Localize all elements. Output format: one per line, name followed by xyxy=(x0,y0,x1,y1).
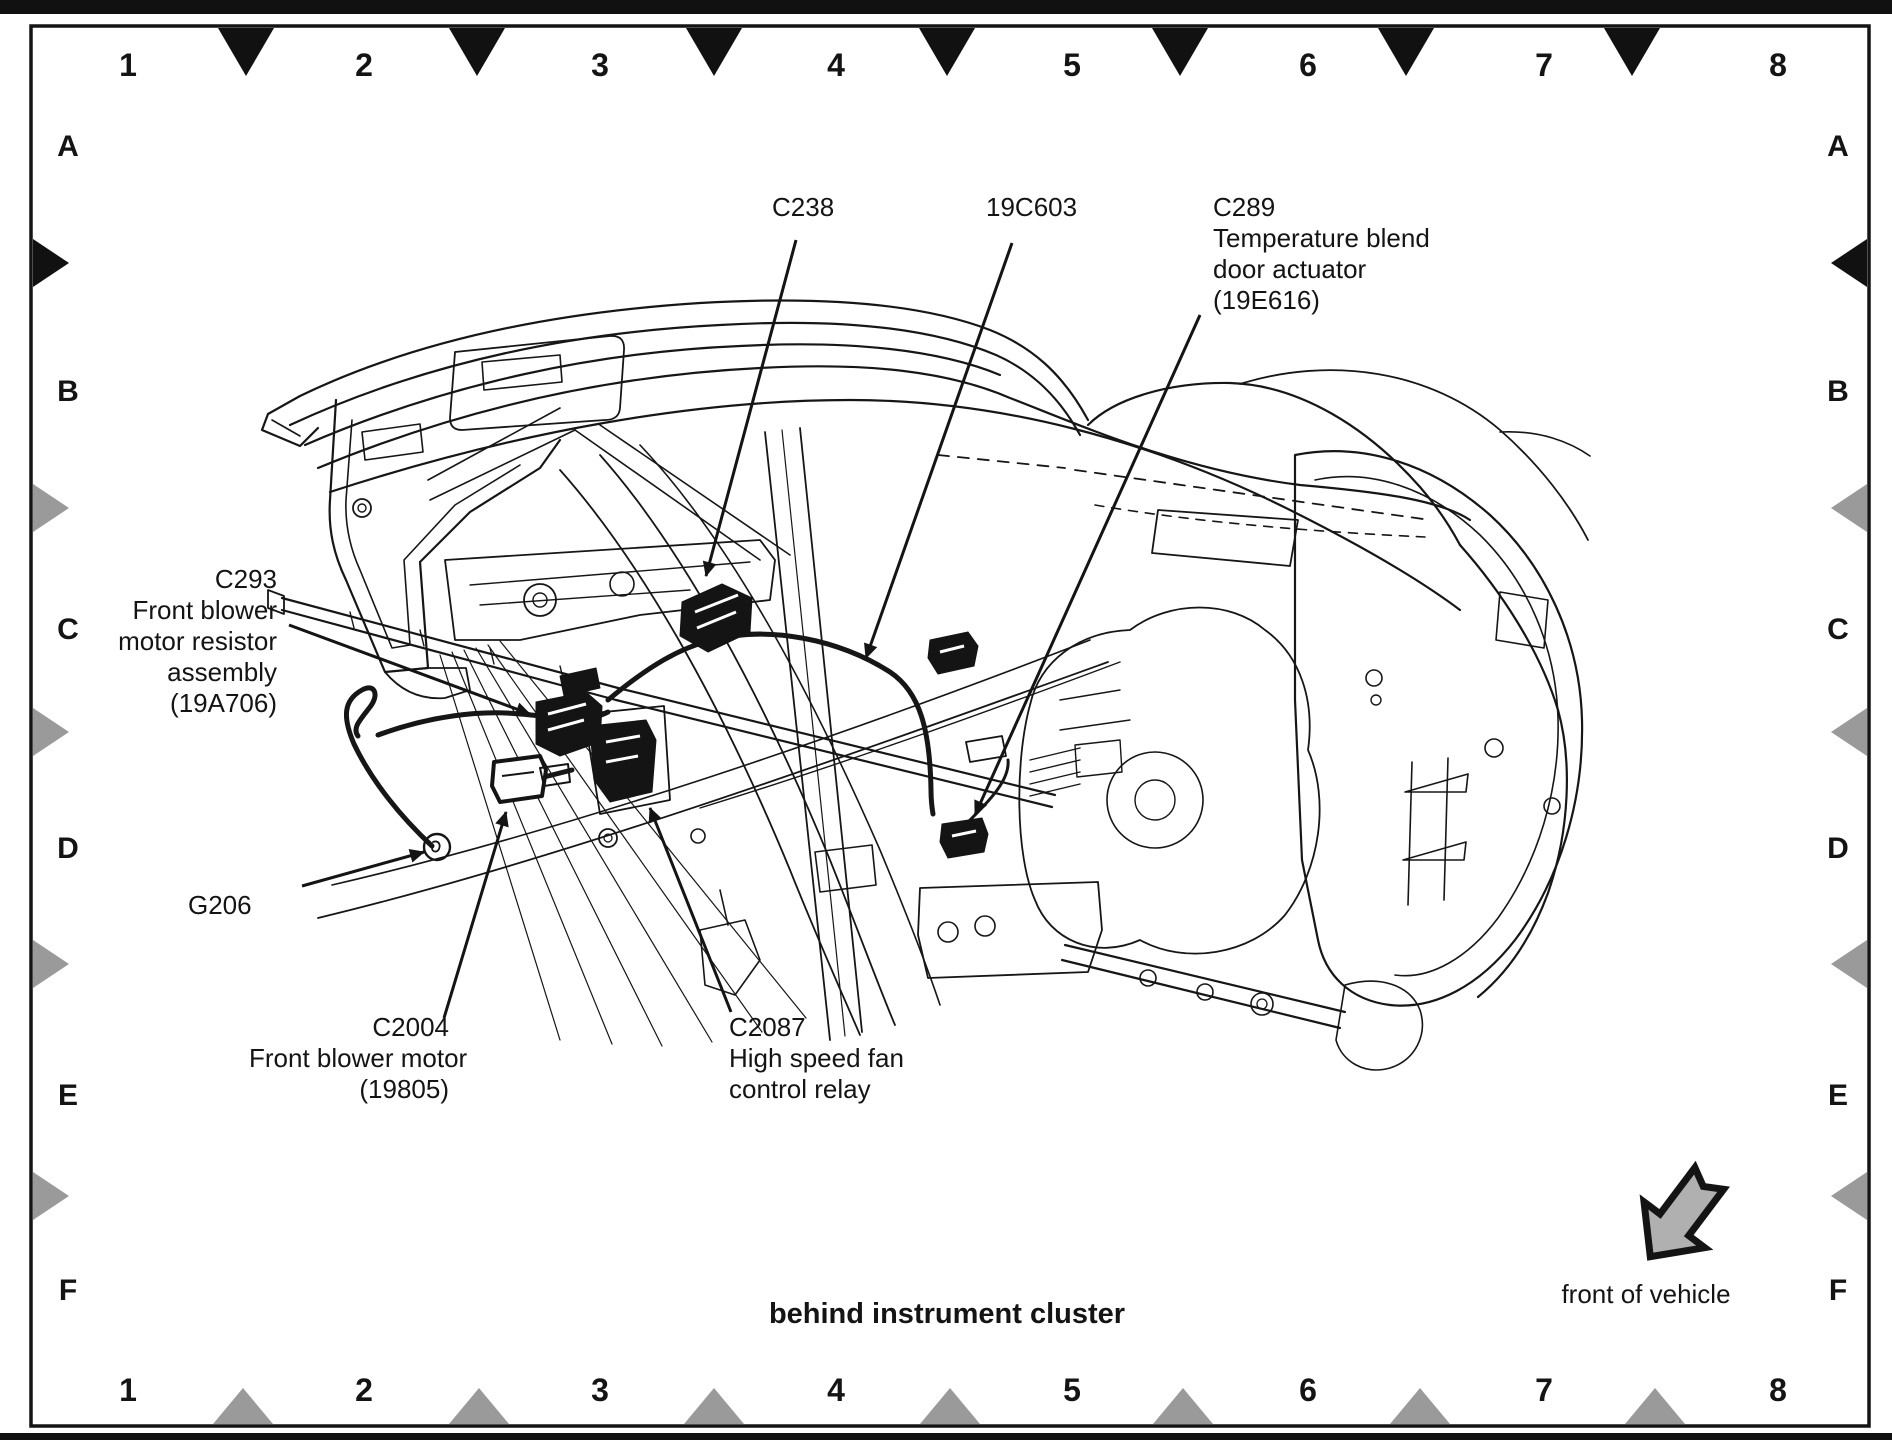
grid-column-label: 1 xyxy=(119,47,137,83)
grid-row-label: F xyxy=(58,1274,78,1307)
triangle-marker xyxy=(1831,940,1867,988)
triangle-marker xyxy=(213,1388,273,1424)
callout-code: C289 xyxy=(1213,192,1276,222)
grid-column-label: 2 xyxy=(355,1372,373,1408)
triangle-marker xyxy=(684,1388,744,1424)
triangle-marker xyxy=(218,28,274,76)
grid-column-label: 5 xyxy=(1063,1372,1081,1408)
connector-c238 xyxy=(680,584,752,652)
callout-text: door actuator xyxy=(1213,254,1367,284)
triangle-marker xyxy=(1831,1172,1867,1220)
callout-label-c2087 xyxy=(729,1012,904,1105)
leader-line-g206 xyxy=(302,852,424,886)
grid-column-label: 7 xyxy=(1535,47,1553,83)
triangle-marker xyxy=(686,28,742,76)
callout-code: C2087 xyxy=(729,1012,806,1042)
blend-door-actuator xyxy=(940,818,988,858)
grid-column-label: 2 xyxy=(355,47,373,83)
grid-row-label: E xyxy=(1827,1079,1848,1112)
grid-row-label: D xyxy=(57,832,79,865)
grid-row-label: A xyxy=(57,130,79,163)
triangle-marker xyxy=(1378,28,1434,76)
grid-column-label: 1 xyxy=(119,1372,137,1408)
triangle-marker xyxy=(33,940,69,988)
triangle-marker xyxy=(33,708,69,756)
grid-column-label: 3 xyxy=(591,47,609,83)
grid-row-label: C xyxy=(57,613,79,646)
callout-label-g206: G206 xyxy=(188,890,252,920)
orientation-caption: front of vehicle xyxy=(1561,1279,1731,1309)
callout-label-c293 xyxy=(77,564,277,719)
grid-row-label: F xyxy=(1828,1274,1848,1307)
callout-label-c238: C238 xyxy=(772,192,835,222)
grid-column-label: 6 xyxy=(1299,47,1317,83)
grid-row-label: B xyxy=(57,375,79,408)
front-of-vehicle-arrow-icon xyxy=(1620,1156,1740,1280)
callout-label-c2004 xyxy=(249,1012,468,1105)
grid-column-label: 7 xyxy=(1535,1372,1553,1408)
top-edge-triangle-markers xyxy=(218,28,1660,76)
grid-column-label: 4 xyxy=(827,1372,845,1408)
grid-column-label: 4 xyxy=(827,47,845,83)
triangle-marker xyxy=(449,1388,509,1424)
callout-code: C293 xyxy=(214,564,277,594)
callout-text: assembly xyxy=(167,657,277,687)
grid-row-label: A xyxy=(1827,130,1849,163)
callout-text: (19805) xyxy=(359,1074,449,1104)
callout-text: Front blower motor xyxy=(249,1043,468,1073)
triangle-marker xyxy=(1153,1388,1213,1424)
callout-text: High speed fan xyxy=(729,1043,904,1073)
callout-text: Front blower xyxy=(132,595,277,625)
scan-edge-bottom xyxy=(0,1433,1892,1440)
resistor-tab xyxy=(560,668,600,696)
callout-text: motor resistor xyxy=(118,626,277,656)
grid-column-label: 6 xyxy=(1299,1372,1317,1408)
callout-label-c289 xyxy=(1213,192,1430,316)
triangle-marker xyxy=(449,28,505,76)
triangle-marker xyxy=(1152,28,1208,76)
dashboard-line-art xyxy=(262,300,1590,1069)
triangle-marker xyxy=(33,484,69,532)
leader-line-c289 xyxy=(975,315,1200,815)
harness-connector xyxy=(928,632,978,674)
triangle-marker xyxy=(1831,484,1867,532)
triangle-marker xyxy=(1604,28,1660,76)
page-frame-border xyxy=(31,26,1869,1426)
triangle-marker xyxy=(1390,1388,1450,1424)
relay-c2087 xyxy=(590,720,656,802)
callout-text: (19E616) xyxy=(1213,285,1320,315)
grid-column-label: 5 xyxy=(1063,47,1081,83)
grid-row-label: E xyxy=(57,1079,78,1112)
callout-text: control relay xyxy=(729,1074,871,1104)
grid-column-label: 8 xyxy=(1769,47,1787,83)
leader-line-c2004 xyxy=(444,812,506,1018)
grid-row-label: D xyxy=(1827,832,1849,865)
callout-text: (19A706) xyxy=(170,688,277,718)
connector-c2004 xyxy=(492,756,546,802)
triangle-marker xyxy=(33,239,69,287)
triangle-marker xyxy=(1831,239,1867,287)
triangle-marker xyxy=(1625,1388,1685,1424)
scan-edge-top xyxy=(0,0,1892,14)
triangle-marker xyxy=(919,28,975,76)
grid-row-label: B xyxy=(1827,375,1849,408)
grid-column-label: 3 xyxy=(591,1372,609,1408)
triangle-marker xyxy=(920,1388,980,1424)
grid-column-label: 8 xyxy=(1769,1372,1787,1408)
triangle-marker xyxy=(33,1172,69,1220)
bottom-edge-triangle-markers xyxy=(213,1388,1685,1424)
leader-line-c238 xyxy=(706,240,796,576)
grid-row-label: C xyxy=(1827,613,1849,646)
callout-text: Temperature blend xyxy=(1213,223,1430,253)
callout-label-19c603: 19C603 xyxy=(986,192,1078,222)
triangle-marker xyxy=(1831,708,1867,756)
callout-code: C2004 xyxy=(372,1012,449,1042)
footer-caption: behind instrument cluster xyxy=(768,1298,1126,1330)
